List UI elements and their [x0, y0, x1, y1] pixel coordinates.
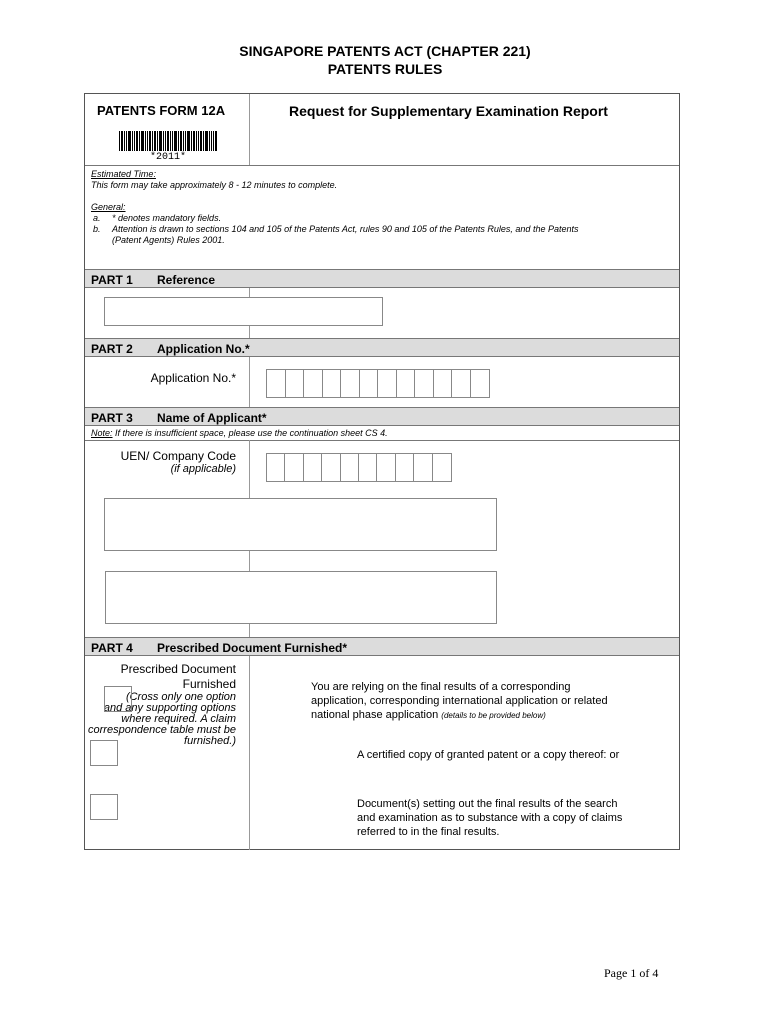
general-a-marker: a. [93, 213, 101, 223]
option3-text-2: and examination as to substance with a copy of claims [357, 812, 623, 824]
instruction-line-3: where required. A claim [121, 713, 236, 725]
part1-header [85, 269, 679, 288]
option1-text-1: You are relying on the final results of a corresponding [311, 681, 571, 693]
part1-number: PART 1 [91, 273, 133, 287]
patents-form [84, 93, 680, 850]
part2-title: Application No.* [157, 342, 250, 356]
applicant-address-input[interactable] [105, 571, 497, 624]
estimated-time-heading: Estimated Time: [91, 169, 156, 179]
part3-header [85, 407, 679, 426]
applicant-name-input[interactable] [104, 498, 497, 551]
option1-text-3-main: national phase application [311, 709, 439, 721]
instruction-line-4: correspondence table must be [88, 724, 236, 736]
instruction-line-1: (Cross only one option [125, 691, 236, 703]
part4-title: Prescribed Document Furnished* [157, 641, 348, 655]
general-b-text-1: Attention is drawn to sections 104 and 105 of the Patents Act, rules 90 and 105 of the Patents Rules, and the Patents [112, 224, 579, 234]
barcode-text: *2011* [149, 152, 186, 163]
part3-title: Name of Applicant* [157, 411, 267, 425]
prescribed-doc-label-2: Furnished [182, 677, 236, 691]
instruction-line-5: furnished.) [184, 735, 236, 747]
barcode [119, 131, 217, 151]
act-title: SINGAPORE PATENTS ACT (CHAPTER 221) [239, 43, 531, 59]
uen-input[interactable] [266, 453, 452, 482]
part4-header [85, 637, 679, 656]
prescribed-doc-label-1: Prescribed Document [120, 662, 236, 676]
option1-note: (details to be provided below) [441, 711, 546, 720]
application-no-input[interactable] [266, 369, 490, 398]
general-a-text: * denotes mandatory fields. [112, 213, 222, 223]
option2-text: A certified copy of granted patent or a copy thereof: or [357, 749, 620, 761]
part4-number: PART 4 [91, 641, 133, 655]
rules-title: PATENTS RULES [327, 61, 443, 77]
reference-input[interactable] [104, 297, 383, 326]
option1-checkbox[interactable] [104, 686, 132, 712]
uen-sub-label: (if applicable) [170, 463, 236, 475]
option1-text-3 [311, 708, 546, 724]
part3-number: PART 3 [91, 411, 133, 425]
general-heading: General: [91, 202, 126, 212]
page-number: Page 1 of 4 [604, 966, 659, 980]
application-no-label: Application No.* [150, 371, 236, 385]
part2-header [85, 338, 679, 357]
instruction-line-2: and any supporting options [103, 702, 236, 714]
form-number: PATENTS FORM 12A [97, 103, 226, 118]
part3-note [91, 428, 388, 438]
form-title: Request for Supplementary Examination Report [289, 103, 608, 119]
part1-title: Reference [157, 273, 216, 287]
part2-number: PART 2 [91, 342, 133, 356]
part3-note-label: Note: [91, 428, 113, 438]
option2-checkbox[interactable] [90, 740, 118, 766]
option3-text-1: Document(s) setting out the final results of the search [357, 798, 618, 810]
general-b-text-2: (Patent Agents) Rules 2001. [112, 235, 225, 245]
option3-text-3: referred to in the final results. [357, 826, 500, 838]
option3-checkbox[interactable] [90, 794, 118, 820]
part3-note-text: If there is insufficient space, please use the continuation sheet CS 4. [112, 428, 388, 438]
estimated-time-text: This form may take approximately 8 - 12 minutes to complete. [91, 180, 338, 190]
general-b-marker: b. [93, 224, 101, 234]
uen-label: UEN/ Company Code [120, 449, 236, 463]
option1-text-2: application, corresponding international application or related [311, 695, 608, 707]
